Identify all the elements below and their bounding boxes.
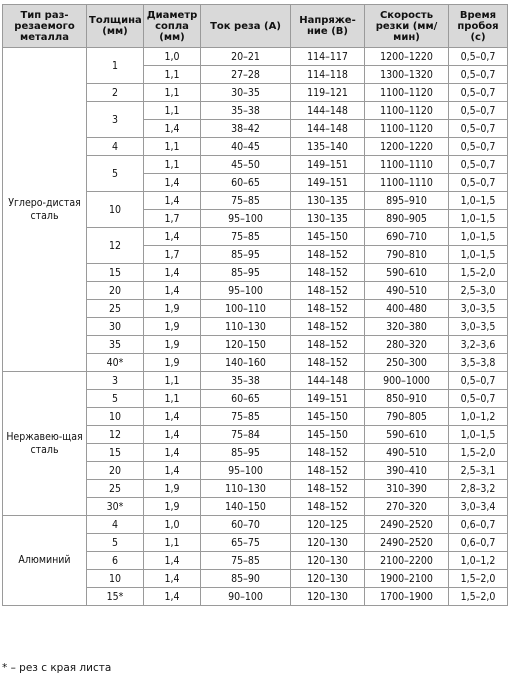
cutting-parameters-table <box>2 4 508 606</box>
voltage-cell: 120–125 <box>291 516 365 534</box>
voltage-cell: 145–150 <box>291 426 365 444</box>
nozzle-diameter-cell: 1,1 <box>144 138 201 156</box>
header-cutting-speed: Скорость резки (мм/мин) <box>365 5 449 48</box>
cutting-current-cell: 30–35 <box>201 84 291 102</box>
nozzle-diameter-cell: 1,4 <box>144 174 201 192</box>
nozzle-diameter-cell: 1,4 <box>144 192 201 210</box>
pierce-time-cell: 0,5–0,7 <box>449 120 508 138</box>
cutting-speed-cell: 690–710 <box>365 228 449 246</box>
thickness-cell: 5 <box>87 390 144 408</box>
thickness-cell: 3 <box>87 372 144 390</box>
header-voltage: Напряже-ние (В) <box>291 5 365 48</box>
cutting-speed-cell: 1100–1120 <box>365 84 449 102</box>
cutting-speed-cell: 1100–1120 <box>365 120 449 138</box>
header-metal-type: Тип раз-резаемого металла <box>3 5 87 48</box>
voltage-cell: 144–148 <box>291 120 365 138</box>
nozzle-diameter-cell: 1,4 <box>144 408 201 426</box>
cutting-speed-cell: 490–510 <box>365 282 449 300</box>
cutting-speed-cell: 250–300 <box>365 354 449 372</box>
material-cell: Нержавею-щая сталь <box>3 372 87 516</box>
voltage-cell: 145–150 <box>291 228 365 246</box>
cutting-speed-cell: 1200–1220 <box>365 48 449 66</box>
cutting-current-cell: 110–130 <box>201 318 291 336</box>
voltage-cell: 145–150 <box>291 408 365 426</box>
cutting-speed-cell: 895–910 <box>365 192 449 210</box>
nozzle-diameter-cell: 1,4 <box>144 228 201 246</box>
header-nozzle-diameter: Диаметр сопла (мм) <box>144 5 201 48</box>
voltage-cell: 119–121 <box>291 84 365 102</box>
thickness-cell: 2 <box>87 84 144 102</box>
thickness-cell: 30 <box>87 318 144 336</box>
cutting-speed-cell: 1100–1120 <box>365 102 449 120</box>
nozzle-diameter-cell: 1,1 <box>144 390 201 408</box>
cutting-speed-cell: 490–510 <box>365 444 449 462</box>
thickness-cell: 6 <box>87 552 144 570</box>
nozzle-diameter-cell: 1,9 <box>144 480 201 498</box>
table-row <box>3 48 508 66</box>
cutting-current-cell: 65–75 <box>201 534 291 552</box>
thickness-cell: 10 <box>87 408 144 426</box>
pierce-time-cell: 0,5–0,7 <box>449 102 508 120</box>
cutting-speed-cell: 1200–1220 <box>365 138 449 156</box>
table-row <box>3 372 508 390</box>
nozzle-diameter-cell: 1,4 <box>144 444 201 462</box>
pierce-time-cell: 3,5–3,8 <box>449 354 508 372</box>
cutting-speed-cell: 590–610 <box>365 426 449 444</box>
thickness-cell: 5 <box>87 156 144 192</box>
nozzle-diameter-cell: 1,1 <box>144 156 201 174</box>
cutting-current-cell: 45–50 <box>201 156 291 174</box>
header-cutting-current: Ток реза (А) <box>201 5 291 48</box>
voltage-cell: 144–148 <box>291 102 365 120</box>
pierce-time-cell: 1,5–2,0 <box>449 570 508 588</box>
voltage-cell: 148–152 <box>291 246 365 264</box>
nozzle-diameter-cell: 1,1 <box>144 102 201 120</box>
cutting-speed-cell: 1700–1900 <box>365 588 449 606</box>
nozzle-diameter-cell: 1,1 <box>144 534 201 552</box>
voltage-cell: 120–130 <box>291 552 365 570</box>
cutting-current-cell: 100–110 <box>201 300 291 318</box>
pierce-time-cell: 2,5–3,0 <box>449 282 508 300</box>
nozzle-diameter-cell: 1,4 <box>144 570 201 588</box>
cutting-current-cell: 140–160 <box>201 354 291 372</box>
cutting-speed-cell: 1100–1110 <box>365 156 449 174</box>
pierce-time-cell: 1,5–2,0 <box>449 444 508 462</box>
voltage-cell: 148–152 <box>291 462 365 480</box>
voltage-cell: 120–130 <box>291 570 365 588</box>
cutting-current-cell: 85–95 <box>201 264 291 282</box>
thickness-cell: 25 <box>87 480 144 498</box>
thickness-cell: 15 <box>87 264 144 282</box>
voltage-cell: 148–152 <box>291 444 365 462</box>
cutting-speed-cell: 890–905 <box>365 210 449 228</box>
cutting-current-cell: 27–28 <box>201 66 291 84</box>
header-pierce-time: Время пробоя (с) <box>449 5 508 48</box>
cutting-speed-cell: 900–1000 <box>365 372 449 390</box>
cutting-current-cell: 95–100 <box>201 462 291 480</box>
pierce-time-cell: 0,6–0,7 <box>449 534 508 552</box>
cutting-speed-cell: 270–320 <box>365 498 449 516</box>
cutting-current-cell: 60–65 <box>201 390 291 408</box>
pierce-time-cell: 1,0–1,5 <box>449 228 508 246</box>
cutting-current-cell: 60–65 <box>201 174 291 192</box>
pierce-time-cell: 3,0–3,4 <box>449 498 508 516</box>
cutting-current-cell: 95–100 <box>201 282 291 300</box>
thickness-cell: 15* <box>87 588 144 606</box>
pierce-time-cell: 1,5–2,0 <box>449 264 508 282</box>
material-cell: Углеро-дистая сталь <box>3 48 87 372</box>
thickness-cell: 1 <box>87 48 144 84</box>
pierce-time-cell: 0,5–0,7 <box>449 48 508 66</box>
cutting-current-cell: 35–38 <box>201 372 291 390</box>
voltage-cell: 148–152 <box>291 354 365 372</box>
pierce-time-cell: 0,5–0,7 <box>449 174 508 192</box>
pierce-time-cell: 2,8–3,2 <box>449 480 508 498</box>
pierce-time-cell: 1,5–2,0 <box>449 588 508 606</box>
thickness-cell: 4 <box>87 138 144 156</box>
voltage-cell: 130–135 <box>291 210 365 228</box>
pierce-time-cell: 1,0–1,5 <box>449 246 508 264</box>
cutting-current-cell: 38–42 <box>201 120 291 138</box>
cutting-current-cell: 85–95 <box>201 444 291 462</box>
cutting-current-cell: 75–84 <box>201 426 291 444</box>
cutting-speed-cell: 2100–2200 <box>365 552 449 570</box>
cutting-speed-cell: 280–320 <box>365 336 449 354</box>
nozzle-diameter-cell: 1,1 <box>144 372 201 390</box>
thickness-cell: 35 <box>87 336 144 354</box>
nozzle-diameter-cell: 1,4 <box>144 120 201 138</box>
pierce-time-cell: 1,0–1,5 <box>449 426 508 444</box>
cutting-speed-cell: 790–810 <box>365 246 449 264</box>
table-body <box>3 48 508 606</box>
nozzle-diameter-cell: 1,9 <box>144 354 201 372</box>
cutting-speed-cell: 320–380 <box>365 318 449 336</box>
nozzle-diameter-cell: 1,9 <box>144 318 201 336</box>
voltage-cell: 148–152 <box>291 300 365 318</box>
voltage-cell: 148–152 <box>291 336 365 354</box>
footnote: * – рез с края листа <box>2 662 112 674</box>
voltage-cell: 130–135 <box>291 192 365 210</box>
cutting-current-cell: 75–85 <box>201 408 291 426</box>
thickness-cell: 5 <box>87 534 144 552</box>
cutting-current-cell: 20–21 <box>201 48 291 66</box>
pierce-time-cell: 3,0–3,5 <box>449 318 508 336</box>
pierce-time-cell: 1,0–1,5 <box>449 210 508 228</box>
thickness-cell: 3 <box>87 102 144 138</box>
cutting-current-cell: 35–38 <box>201 102 291 120</box>
thickness-cell: 20 <box>87 462 144 480</box>
cutting-current-cell: 85–90 <box>201 570 291 588</box>
voltage-cell: 114–118 <box>291 66 365 84</box>
thickness-cell: 30* <box>87 498 144 516</box>
nozzle-diameter-cell: 1,0 <box>144 48 201 66</box>
material-cell: Алюминий <box>3 516 87 606</box>
nozzle-diameter-cell: 1,1 <box>144 84 201 102</box>
thickness-cell: 10 <box>87 192 144 228</box>
header-row <box>3 5 508 48</box>
pierce-time-cell: 1,0–1,2 <box>449 408 508 426</box>
nozzle-diameter-cell: 1,4 <box>144 282 201 300</box>
cutting-current-cell: 40–45 <box>201 138 291 156</box>
nozzle-diameter-cell: 1,4 <box>144 264 201 282</box>
pierce-time-cell: 0,5–0,7 <box>449 156 508 174</box>
cutting-speed-cell: 1900–2100 <box>365 570 449 588</box>
thickness-cell: 12 <box>87 228 144 264</box>
cutting-current-cell: 90–100 <box>201 588 291 606</box>
voltage-cell: 148–152 <box>291 498 365 516</box>
pierce-time-cell: 0,5–0,7 <box>449 66 508 84</box>
pierce-time-cell: 0,5–0,7 <box>449 390 508 408</box>
nozzle-diameter-cell: 1,7 <box>144 246 201 264</box>
cutting-current-cell: 95–100 <box>201 210 291 228</box>
cutting-speed-cell: 1100–1110 <box>365 174 449 192</box>
voltage-cell: 135–140 <box>291 138 365 156</box>
pierce-time-cell: 0,5–0,7 <box>449 84 508 102</box>
thickness-cell: 40* <box>87 354 144 372</box>
nozzle-diameter-cell: 1,4 <box>144 426 201 444</box>
voltage-cell: 120–130 <box>291 534 365 552</box>
cutting-speed-cell: 310–390 <box>365 480 449 498</box>
pierce-time-cell: 2,5–3,1 <box>449 462 508 480</box>
nozzle-diameter-cell: 1,4 <box>144 552 201 570</box>
cutting-speed-cell: 400–480 <box>365 300 449 318</box>
thickness-cell: 15 <box>87 444 144 462</box>
voltage-cell: 149–151 <box>291 156 365 174</box>
cutting-current-cell: 60–70 <box>201 516 291 534</box>
voltage-cell: 148–152 <box>291 282 365 300</box>
cutting-current-cell: 75–85 <box>201 552 291 570</box>
cutting-current-cell: 75–85 <box>201 228 291 246</box>
pierce-time-cell: 0,5–0,7 <box>449 138 508 156</box>
cutting-speed-cell: 390–410 <box>365 462 449 480</box>
cutting-speed-cell: 850–910 <box>365 390 449 408</box>
cutting-speed-cell: 790–805 <box>365 408 449 426</box>
table-row <box>3 516 508 534</box>
pierce-time-cell: 3,0–3,5 <box>449 300 508 318</box>
cutting-speed-cell: 1300–1320 <box>365 66 449 84</box>
pierce-time-cell: 0,6–0,7 <box>449 516 508 534</box>
cutting-current-cell: 75–85 <box>201 192 291 210</box>
nozzle-diameter-cell: 1,9 <box>144 498 201 516</box>
voltage-cell: 144–148 <box>291 372 365 390</box>
nozzle-diameter-cell: 1,4 <box>144 588 201 606</box>
voltage-cell: 114–117 <box>291 48 365 66</box>
cutting-current-cell: 85–95 <box>201 246 291 264</box>
cutting-current-cell: 110–130 <box>201 480 291 498</box>
pierce-time-cell: 1,0–1,5 <box>449 192 508 210</box>
nozzle-diameter-cell: 1,4 <box>144 462 201 480</box>
nozzle-diameter-cell: 1,1 <box>144 66 201 84</box>
voltage-cell: 148–152 <box>291 318 365 336</box>
header-thickness: Толщина (мм) <box>87 5 144 48</box>
nozzle-diameter-cell: 1,0 <box>144 516 201 534</box>
voltage-cell: 149–151 <box>291 390 365 408</box>
pierce-time-cell: 0,5–0,7 <box>449 372 508 390</box>
nozzle-diameter-cell: 1,7 <box>144 210 201 228</box>
voltage-cell: 148–152 <box>291 480 365 498</box>
cutting-current-cell: 120–150 <box>201 336 291 354</box>
thickness-cell: 4 <box>87 516 144 534</box>
thickness-cell: 25 <box>87 300 144 318</box>
pierce-time-cell: 1,0–1,2 <box>449 552 508 570</box>
voltage-cell: 149–151 <box>291 174 365 192</box>
pierce-time-cell: 3,2–3,6 <box>449 336 508 354</box>
cutting-speed-cell: 2490–2520 <box>365 534 449 552</box>
cutting-speed-cell: 590–610 <box>365 264 449 282</box>
cutting-speed-cell: 2490–2520 <box>365 516 449 534</box>
cutting-current-cell: 140–150 <box>201 498 291 516</box>
voltage-cell: 148–152 <box>291 264 365 282</box>
nozzle-diameter-cell: 1,9 <box>144 300 201 318</box>
voltage-cell: 120–130 <box>291 588 365 606</box>
thickness-cell: 20 <box>87 282 144 300</box>
nozzle-diameter-cell: 1,9 <box>144 336 201 354</box>
thickness-cell: 10 <box>87 570 144 588</box>
thickness-cell: 12 <box>87 426 144 444</box>
